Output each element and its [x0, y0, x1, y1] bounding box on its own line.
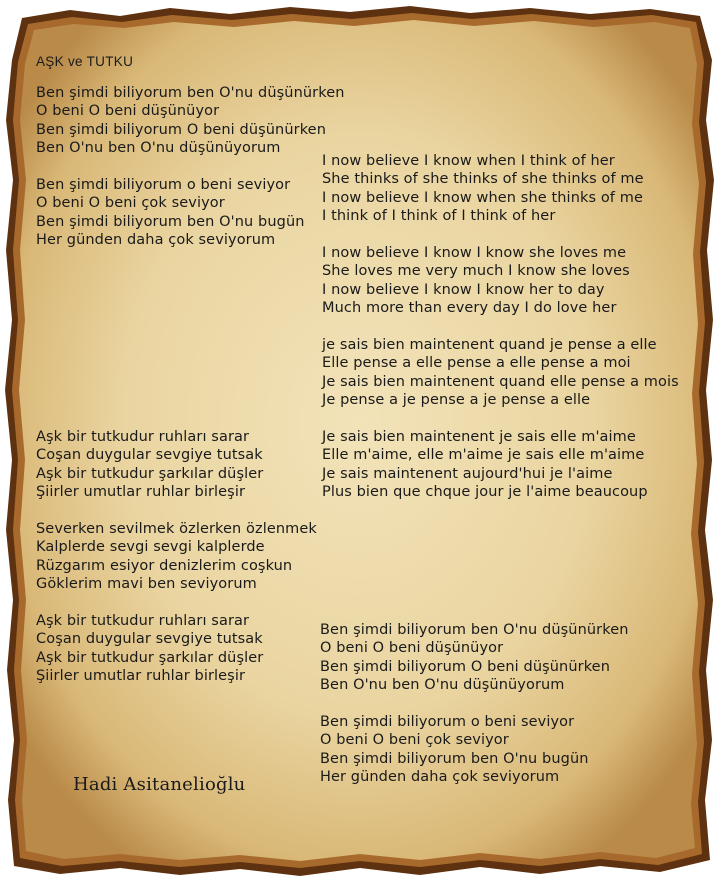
verse-line: She loves me very much I know she loves [322, 263, 630, 280]
verse-line: Ben şimdi biliyorum ben O'nu düşünürken [320, 622, 629, 638]
verse-line: Aşk bir tutkudur şarkılar düşler [36, 465, 264, 482]
verse-line: O beni O beni düşünüyor [36, 103, 220, 120]
verse-line: Ben şimdi biliyorum O beni düşünürken [36, 121, 326, 138]
right-column [322, 152, 679, 502]
verse-line: Aşk bir tutkudur şarkılar düşler [36, 649, 264, 666]
verse-line: Kalplerde sevgi sevgi kalplerde [36, 539, 265, 556]
verse-line: Je sais maintenent aujourd'hui je l'aime [322, 465, 613, 482]
verse-line: Je pense a je pense a je pense a elle [322, 392, 591, 409]
verse-line: I now believe I know I know her to day [322, 281, 605, 298]
verse-line: O beni O beni çok seviyor [320, 732, 509, 749]
verse-line: Much more than every day I do love her [322, 300, 617, 317]
author-signature: Hadi Asitanelioğlu [73, 774, 246, 795]
verse-line: Je sais bien maintenent quand elle pense a mois [322, 373, 679, 390]
verse-line: O beni O beni çok seviyor [36, 195, 225, 212]
verse-line: Ben şimdi biliyorum ben O'nu bugün [36, 213, 305, 230]
verse-line: I now believe I know I know she loves me [322, 245, 627, 262]
poem-title: AŞK ve TUTKU [36, 54, 134, 69]
verse-line: Ben şimdi biliyorum ben O'nu bugün [320, 750, 589, 767]
verse-line: I think of I think of I think of her [322, 208, 556, 225]
verse-line: Je sais bien maintenent je sais elle m'aime [322, 429, 636, 446]
verse-line: She thinks of she thinks of she thinks of me [322, 171, 644, 188]
verse-line: Plus bien que chque jour je l'aime beaucoup [322, 484, 648, 501]
verse-line: Şiirler umutlar ruhlar birleşir [36, 484, 246, 501]
verse-line: Coşan duygular sevgiye tutsak [36, 447, 263, 464]
left-column-middle [36, 428, 317, 686]
verse-line: Ben O'nu ben O'nu düşünüyorum [36, 140, 281, 157]
verse-line: je sais bien maintenent quand je pense a elle [322, 337, 657, 354]
verse-line: Ben O'nu ben O'nu düşünüyorum [320, 677, 565, 694]
verse-line: Rüzgarım esiyor denizlerim coşkun [36, 557, 293, 574]
verse-line: Aşk bir tutkudur ruhları sarar [36, 429, 250, 445]
verse-line: Ben şimdi biliyorum o beni seviyor [320, 714, 575, 731]
verse-line: I now believe I know when she thinks of me [322, 189, 643, 206]
verse-line: Şiirler umutlar ruhlar birleşir [36, 668, 246, 685]
verse-line: Ben şimdi biliyorum o beni seviyor [36, 177, 291, 194]
verse-line: Ben şimdi biliyorum O beni düşünürken [320, 658, 610, 675]
verse-line: Severken sevilmek özlerken özlenmek [36, 521, 317, 538]
verse-line: Ben şimdi biliyorum ben O'nu düşünürken [36, 85, 345, 101]
verse-line: I now believe I know when I think of her [322, 153, 615, 169]
right-column-bottom [320, 621, 629, 787]
verse-line: Coşan duygular sevgiye tutsak [36, 631, 263, 648]
verse-line: Elle m'aime, elle m'aime je sais elle m'aime [322, 447, 645, 464]
verse-line: Aşk bir tutkudur ruhları sarar [36, 613, 250, 630]
verse-line: Göklerim mavi ben seviyorum [36, 576, 257, 593]
verse-line: Elle pense a elle pense a elle pense a moi [322, 355, 631, 372]
left-column [36, 84, 345, 250]
verse-line: Her günden daha çok seviyorum [320, 769, 560, 786]
verse-line: O beni O beni düşünüyor [320, 640, 504, 657]
verse-line: Her günden daha çok seviyorum [36, 232, 276, 249]
